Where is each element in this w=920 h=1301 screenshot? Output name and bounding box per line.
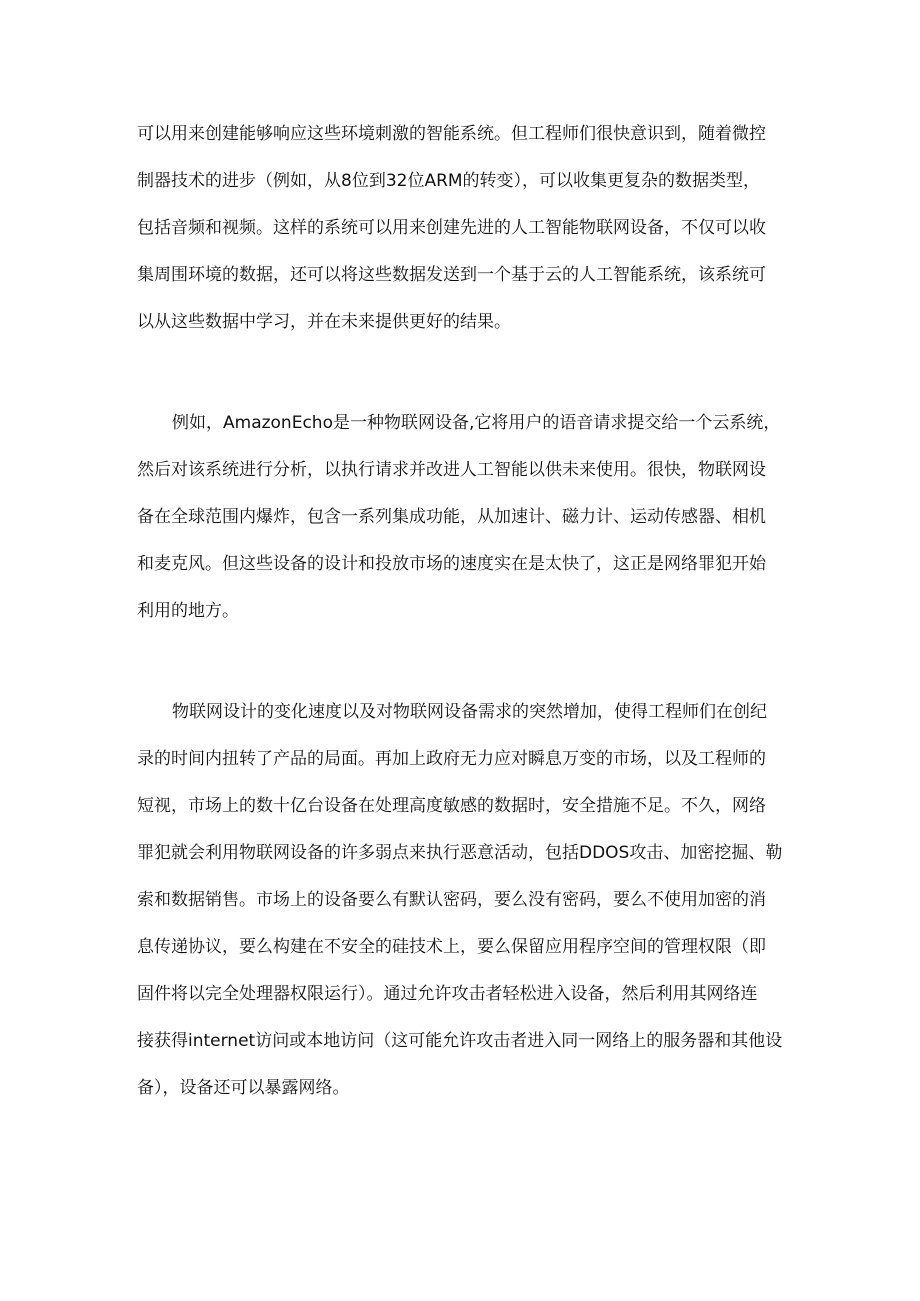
paragraph-line: 制器技术的进步（例如，从8位到32位ARM的转变），可以收集更复杂的数据类型，: [137, 171, 761, 191]
paragraph-line: 利用的地方。: [137, 601, 239, 621]
paragraph-line: 备），设备还可以暴露网络。: [137, 1078, 350, 1098]
paragraph-line: 然后对该系统进行分析，以执行请求并改进人工智能以供未来使用。很快，物联网设: [137, 460, 766, 480]
paragraph-line: 息传递协议，要么构建在不安全的硅技术上，要么保留应用程序空间的管理权限（即: [137, 937, 766, 957]
paragraph-line: 录的时间内扭转了产品的局面。再加上政府无力应对瞬息万变的市场，以及工程师的: [137, 749, 766, 769]
paragraph-line: 包括音频和视频。这样的系统可以用来创建先进的人工智能物联网设备，不仅可以收: [137, 218, 766, 238]
paragraph-line: 罪犯就会利用物联网设备的许多弱点来执行恶意活动，包括DDOS攻击、加密挖掘、勒: [137, 843, 783, 863]
paragraph-line: 索和数据销售。市场上的设备要么有默认密码，要么没有密码，要么不使用加密的消: [137, 890, 766, 910]
paragraph-line: 物联网设计的变化速度以及对物联网设备需求的突然增加，使得工程师们在创纪: [172, 702, 767, 722]
paragraph-line: 接获得internet访问或本地访问（这可能允许攻击者进入同一网络上的服务器和其他设: [137, 1031, 783, 1051]
paragraph-1: [137, 111, 787, 346]
paragraph-line: 以从这些数据中学习，并在未来提供更好的结果。: [137, 312, 511, 332]
paragraph-line: 例如，AmazonEcho是一种物联网设备,它将用户的语音请求提交给一个云系统，: [172, 413, 781, 433]
paragraph-line: 可以用来创建能够响应这些环境刺激的智能系统。但工程师们很快意识到，随着微控: [137, 124, 766, 144]
paragraph-line: 备在全球范围内爆炸，包含一系列集成功能，从加速计、磁力计、运动传感器、相机: [137, 507, 766, 527]
paragraph-line: 和麦克风。但这些设备的设计和投放市场的速度实在是太快了，这正是网络罪犯开始: [137, 554, 766, 574]
paragraph-line: 集周围环境的数据，还可以将这些数据发送到一个基于云的人工智能系统，该系统可: [137, 265, 766, 285]
paragraph-3: [137, 689, 787, 1112]
paragraph-line: 短视，市场上的数十亿台设备在处理高度敏感的数据时，安全措施不足。不久，网络: [137, 796, 766, 816]
paragraph-2: [137, 400, 787, 635]
paragraph-line: 固件将以完全处理器权限运行）。通过允许攻击者轻松进入设备，然后利用其网络连: [137, 984, 758, 1004]
